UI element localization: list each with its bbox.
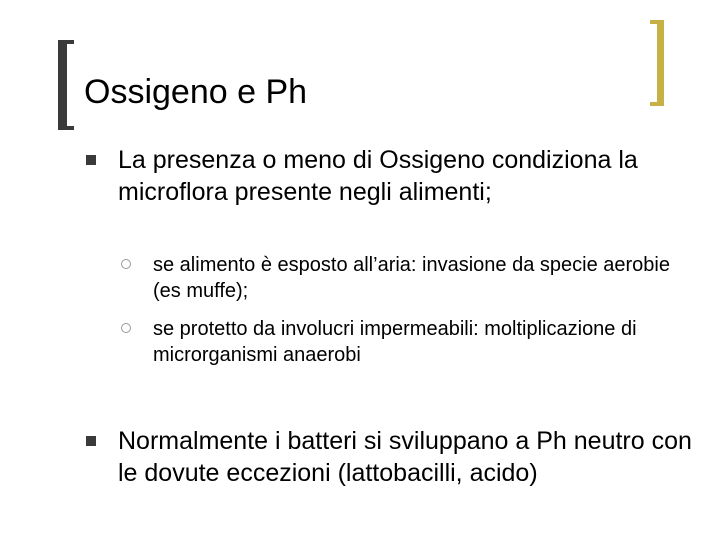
left-bracket-decoration <box>58 40 74 130</box>
circle-bullet-icon <box>121 259 131 269</box>
sub-bullet-text: se protetto da involucri impermeabili: moltiplicazione di microrganismi anaerobi <box>153 318 637 366</box>
slide-title: Ossigeno e Ph <box>84 73 308 111</box>
bullet-text: Normalmente i batteri si sviluppano a Ph neutro con le dovute eccezioni (lattobacilli, acido) <box>118 427 692 487</box>
square-bullet-icon <box>86 155 96 165</box>
bullet-text: La presenza o meno di Ossigeno condiziona la microflora presente negli alimenti; <box>118 146 638 206</box>
sub-bullet-text: se alimento è esposto all’aria: invasione da specie aerobie (es muffe); <box>153 254 670 302</box>
square-bullet-icon <box>86 436 96 446</box>
circle-bullet-icon <box>121 323 131 333</box>
right-bracket-decoration <box>650 20 664 106</box>
